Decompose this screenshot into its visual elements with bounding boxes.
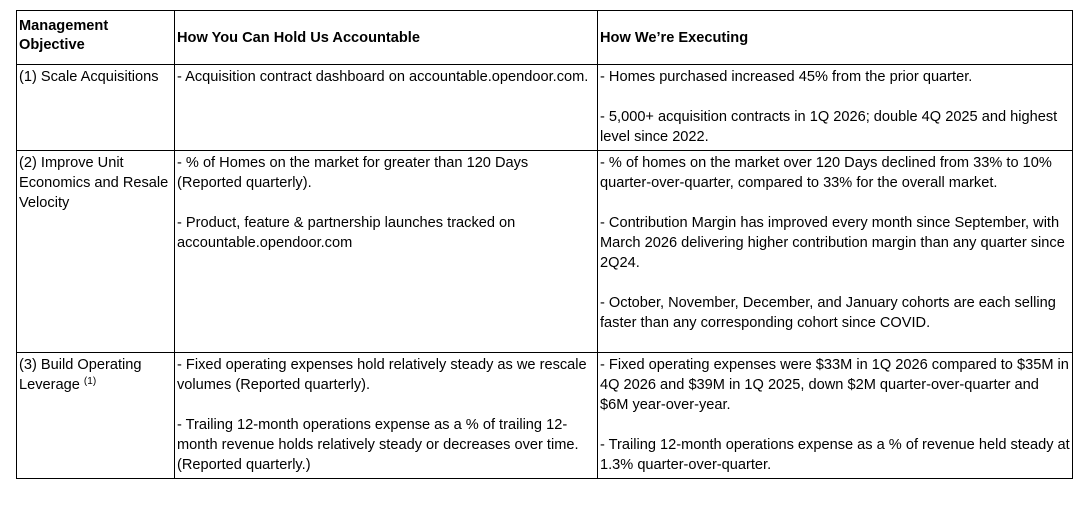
accountable-item: - Trailing 12-month operations expense as a % of trailing 12-month revenue holds relatively steady or decreases over time. (Reported quarterly.): [177, 417, 579, 473]
executing-item: - October, November, December, and January cohorts are each selling faster than any corresponding cohort since COVID.: [600, 295, 1056, 331]
table-header-row: [17, 11, 1073, 65]
executing-item: - 5,000+ acquisition contracts in 1Q 2026; double 4Q 2025 and highest level since 2022.: [600, 109, 1058, 145]
executing-item: - Trailing 12-month operations expense as a % of revenue held steady at 1.3% quarter-over-quarter.: [600, 437, 1070, 473]
accountable-cell: [175, 353, 598, 479]
executing-item: - Homes purchased increased 45% from the prior quarter.: [600, 69, 973, 85]
objective-text: (2) Improve Unit Economics and Resale Velocity: [19, 155, 169, 211]
objective-cell: [17, 353, 175, 479]
accountable-item: - % of Homes on the market for greater than 120 Days (Reported quarterly).: [177, 155, 529, 191]
table-row: [17, 151, 1073, 353]
executing-item: - Fixed operating expenses were $33M in 1Q 2026 compared to $35M in 4Q 2026 and $39M in 1Q 2025, down $2M quarter-over-quarter and $6M year-over-year.: [600, 357, 1069, 413]
table-row: [17, 65, 1073, 151]
accountable-item: - Product, feature & partnership launches tracked on accountable.opendoor.com: [177, 215, 516, 251]
objective-text: (1) Scale Acquisitions: [19, 69, 159, 85]
table-row: [17, 353, 1073, 479]
executing-cell: [598, 65, 1073, 151]
accountable-cell: [175, 151, 598, 353]
objective-cell: [17, 65, 175, 151]
footnote-marker: (1): [83, 376, 97, 387]
objective-text: (3) Build Operating Leverage: [19, 357, 142, 393]
executing-cell: [598, 151, 1073, 353]
header-management-objective: Management Objective: [17, 11, 175, 65]
objective-cell: [17, 151, 175, 353]
accountability-table: [16, 10, 1073, 479]
header-how-executing: How We’re Executing: [598, 11, 1073, 65]
accountable-item: - Acquisition contract dashboard on accountable.opendoor.com.: [177, 69, 589, 85]
header-how-accountable: How You Can Hold Us Accountable: [175, 11, 598, 65]
accountable-item: - Fixed operating expenses hold relatively steady as we rescale volumes (Reported quarterly).: [177, 357, 587, 393]
executing-cell: [598, 353, 1073, 479]
executing-item: - % of homes on the market over 120 Days declined from 33% to 10% quarter-over-quarter, compared to 33% for the overall market.: [600, 155, 1052, 191]
accountable-cell: [175, 65, 598, 151]
executing-item: - Contribution Margin has improved every month since September, with March 2026 delivering higher contribution margin than any quarter since 2Q24.: [600, 215, 1065, 271]
